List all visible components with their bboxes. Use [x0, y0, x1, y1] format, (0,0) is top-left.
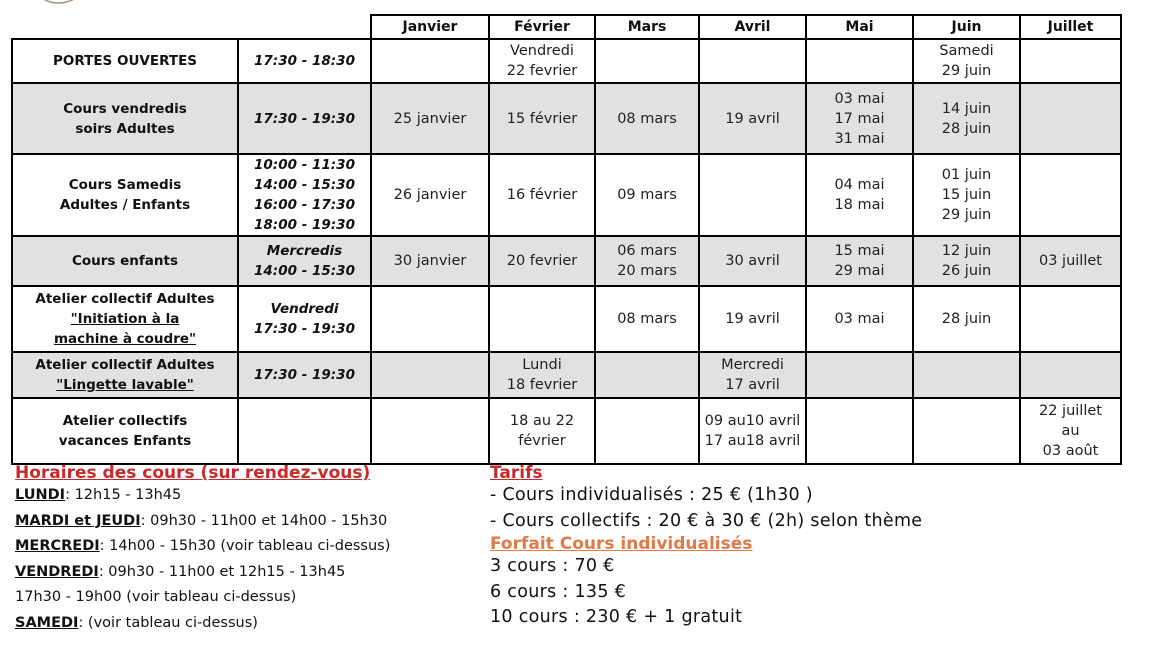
date-text: 19 avril	[725, 311, 780, 327]
date-cell	[913, 398, 1020, 464]
month-header: Avril	[699, 15, 806, 39]
date-cell	[371, 236, 489, 286]
date-text: 30 avril	[725, 253, 780, 269]
date-cell	[371, 39, 489, 83]
row-label-line: PORTES OUVERTES	[52, 53, 198, 69]
date-text: 06 mars	[617, 243, 677, 259]
forfait-line: 3 cours : 70 €	[490, 556, 615, 576]
date-cell	[371, 352, 489, 398]
month-header: Février	[489, 15, 595, 39]
date-text: 03 mai	[834, 90, 885, 107]
date-text: 29 mai	[834, 263, 885, 279]
date-text: 30 janvier	[393, 253, 467, 269]
date-cell	[699, 39, 806, 83]
row-label-line: Cours vendredis	[63, 100, 187, 117]
date-text: 31 mai	[834, 130, 885, 147]
date-cell	[595, 154, 699, 236]
forfait-line: 6 cours : 135 €	[490, 581, 627, 602]
date-text: au	[1061, 423, 1080, 439]
date-cell	[595, 39, 699, 83]
date-cell	[595, 236, 699, 286]
tarif-line: - Cours collectifs : 20 € à 30 € (2h) selon thème	[490, 510, 923, 531]
date-cell	[806, 39, 913, 83]
horaire-text: : 14h00 - 15h30 (voir tableau ci-dessus)	[99, 538, 391, 554]
date-cell	[489, 39, 595, 83]
date-cell	[699, 398, 806, 464]
date-text: 26 janvier	[393, 187, 467, 203]
time-line: 14:00 - 15:30	[254, 263, 355, 279]
date-text: 03 mai	[834, 311, 885, 327]
date-cell	[699, 352, 806, 398]
date-text: 03 août	[1042, 443, 1099, 459]
date-cell	[1020, 286, 1121, 352]
date-cell	[595, 398, 699, 464]
date-cell	[806, 154, 913, 236]
schedule-table	[11, 14, 1122, 465]
date-text: Lundi	[522, 357, 562, 373]
horaire-line	[15, 560, 390, 586]
date-cell	[913, 83, 1020, 154]
table-row	[12, 352, 1121, 398]
horaires-title: Horaires des cours (sur rendez-vous)	[15, 463, 371, 483]
date-text: 17 mai	[834, 110, 885, 127]
month-header: Juillet	[1020, 15, 1121, 39]
date-cell	[371, 154, 489, 236]
date-text: 15 février	[506, 110, 578, 127]
date-text: 09 mars	[617, 187, 677, 203]
date-cell	[913, 352, 1020, 398]
table-row	[12, 83, 1121, 154]
row-label-line: Atelier collectif Adultes	[35, 357, 215, 373]
date-cell	[489, 236, 595, 286]
header-blank	[12, 15, 371, 39]
horaire-day: SAMEDI	[15, 614, 79, 631]
date-cell	[489, 286, 595, 352]
table-row	[12, 398, 1121, 464]
date-text: 18 au 22	[509, 413, 575, 429]
time-line: 17:30 - 19:30	[254, 367, 355, 383]
date-text: 08 mars	[617, 110, 677, 127]
date-cell	[489, 154, 595, 236]
tarifs-section	[490, 463, 922, 631]
horaire-day: MERCREDI	[15, 538, 100, 554]
horaire-day: VENDREDI	[15, 563, 99, 580]
date-text: 28 juin	[941, 120, 992, 137]
date-cell	[371, 286, 489, 352]
date-text: 01 juin	[941, 167, 992, 183]
date-text: 28 juin	[941, 311, 992, 327]
tarifs-title: Tarifs	[490, 463, 543, 483]
horaire-day: LUNDI	[15, 487, 66, 503]
time-cell	[238, 236, 371, 286]
date-text: 04 mai	[834, 177, 885, 193]
date-cell	[1020, 236, 1121, 286]
horaire-text: 17h30 - 19h00 (voir tableau ci-dessus)	[15, 589, 297, 605]
time-line: 17:30 - 19:30	[254, 110, 355, 127]
row-label-line: "Initiation à la	[70, 311, 180, 327]
date-text: 22 juillet	[1039, 403, 1102, 419]
date-cell	[806, 286, 913, 352]
date-text: 22 fevrier	[506, 63, 578, 79]
row-label	[12, 352, 238, 398]
time-line: 18:00 - 19:30	[254, 217, 355, 233]
month-header: Janvier	[371, 15, 489, 39]
row-label-line: machine à coudre"	[53, 331, 197, 347]
time-cell	[238, 286, 371, 352]
date-text: 09 au10 avril	[704, 413, 801, 429]
horaire-line	[15, 483, 390, 509]
date-cell	[489, 398, 595, 464]
forfait-line: 10 cours : 230 € + 1 gratuit	[490, 607, 743, 627]
time-line: 16:00 - 17:30	[254, 197, 355, 213]
row-label-line: soirs Adultes	[75, 120, 175, 137]
date-text: 18 fevrier	[506, 377, 578, 393]
date-cell	[371, 398, 489, 464]
horaire-line	[15, 534, 390, 560]
date-text: 19 avril	[725, 110, 780, 127]
date-text: 15 juin	[941, 187, 992, 203]
date-cell	[913, 286, 1020, 352]
date-cell	[699, 286, 806, 352]
date-cell	[1020, 83, 1121, 154]
time-line: Mercredis	[266, 243, 343, 259]
date-cell	[371, 83, 489, 154]
row-label	[12, 286, 238, 352]
date-text: 12 juin	[941, 243, 992, 259]
date-text: Samedi	[939, 43, 994, 59]
time-cell	[238, 398, 371, 464]
date-text: 08 mars	[617, 311, 677, 327]
date-cell	[595, 83, 699, 154]
row-label-line: Atelier collectif Adultes	[35, 291, 215, 307]
row-label-line: vacances Enfants	[58, 433, 192, 449]
date-text: 20 mars	[617, 263, 677, 279]
date-cell	[913, 154, 1020, 236]
date-text: 03 juillet	[1039, 253, 1102, 269]
date-cell	[489, 83, 595, 154]
date-text: 16 février	[506, 187, 578, 203]
row-label	[12, 236, 238, 286]
row-label-line: Atelier collectifs	[62, 413, 188, 429]
date-text: 25 janvier	[393, 110, 467, 127]
date-text: février	[518, 433, 566, 449]
time-line: 10:00 - 11:30	[254, 157, 355, 173]
date-cell	[1020, 352, 1121, 398]
horaire-text: : 09h30 - 11h00 et 14h00 - 15h30	[140, 512, 388, 529]
date-text: 14 juin	[941, 100, 992, 117]
date-text: Vendredi	[510, 43, 574, 59]
date-text: 29 juin	[941, 207, 992, 223]
date-cell	[1020, 39, 1121, 83]
time-line: 17:30 - 19:30	[254, 321, 355, 337]
month-header: Mars	[595, 15, 699, 39]
date-cell	[595, 286, 699, 352]
month-header: Mai	[806, 15, 913, 39]
month-header-row	[12, 15, 1121, 39]
horaires-section	[15, 463, 390, 636]
horaire-day: MARDI et JEUDI	[15, 512, 141, 529]
time-line: 14:00 - 15:30	[254, 177, 355, 193]
horaire-text: : 09h30 - 11h00 et 12h15 - 13h45	[98, 563, 346, 580]
date-text: 29 juin	[941, 63, 992, 79]
table-row	[12, 286, 1121, 352]
date-cell	[699, 154, 806, 236]
time-cell	[238, 83, 371, 154]
date-text: 18 mai	[834, 197, 885, 213]
month-header: Juin	[913, 15, 1020, 39]
forfait-title: Forfait Cours individualisés	[490, 534, 753, 554]
time-line: 17:30 - 18:30	[254, 53, 355, 69]
horaire-text: : 12h15 - 13h45	[65, 487, 182, 503]
tarif-line: - Cours individualisés : 25 € (1h30 )	[490, 485, 813, 505]
logo-fragment-icon	[36, 0, 114, 8]
row-label	[12, 154, 238, 236]
table-row	[12, 154, 1121, 236]
row-label-line: Cours enfants	[71, 253, 179, 269]
date-text: 26 juin	[941, 263, 992, 279]
date-cell	[913, 39, 1020, 83]
row-label-line: "Lingette lavable"	[56, 377, 194, 393]
table-row	[12, 236, 1121, 286]
horaire-text: : (voir tableau ci-dessus)	[78, 614, 258, 631]
date-cell	[489, 352, 595, 398]
date-cell	[1020, 398, 1121, 464]
date-text: 20 fevrier	[506, 253, 578, 269]
date-text: 15 mai	[834, 243, 885, 259]
time-cell	[238, 352, 371, 398]
date-text: Mercredi	[721, 357, 784, 373]
table-row	[12, 39, 1121, 83]
row-label	[12, 83, 238, 154]
date-cell	[806, 236, 913, 286]
horaire-line	[15, 509, 390, 535]
date-text: 17 au18 avril	[704, 433, 801, 449]
date-text: 17 avril	[725, 377, 780, 393]
date-cell	[699, 83, 806, 154]
time-cell	[238, 39, 371, 83]
row-label-line: Cours Samedis	[68, 177, 182, 193]
horaire-line	[15, 585, 390, 611]
date-cell	[1020, 154, 1121, 236]
date-cell	[913, 236, 1020, 286]
row-label	[12, 39, 238, 83]
date-cell	[595, 352, 699, 398]
row-label-line: Adultes / Enfants	[59, 197, 191, 213]
date-cell	[806, 398, 913, 464]
date-cell	[806, 83, 913, 154]
time-cell	[238, 154, 371, 236]
row-label	[12, 398, 238, 464]
time-line: Vendredi	[270, 301, 339, 317]
date-cell	[699, 236, 806, 286]
horaire-line	[15, 611, 390, 637]
date-cell	[806, 352, 913, 398]
